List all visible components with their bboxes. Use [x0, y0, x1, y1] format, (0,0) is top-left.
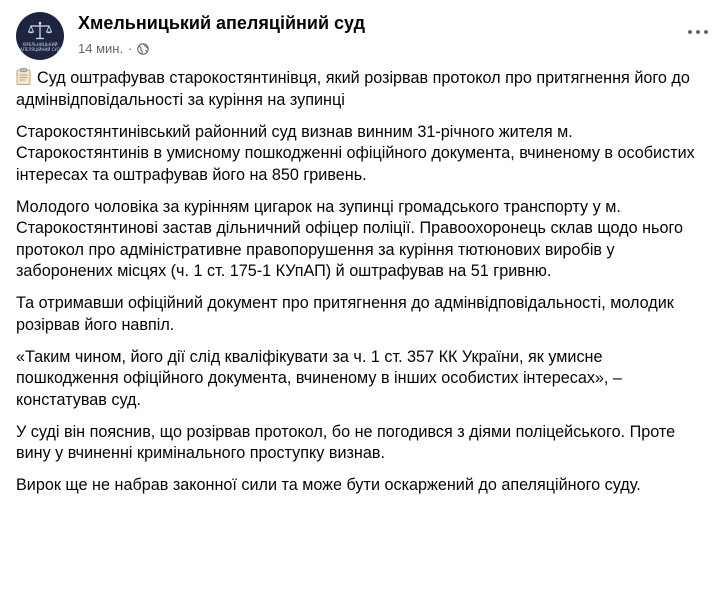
post-paragraph — [16, 68, 706, 111]
post-header — [16, 10, 712, 60]
avatar-caption — [20, 42, 60, 52]
more-options-button[interactable] — [684, 22, 712, 42]
post-paragraph: «Таким чином, його дії слід кваліфікувати за ч. 1 ст. 357 КК України, як умисне пошкодження офіційного документа, вчиненому в інших особистих інтересах», – констатував суд. — [16, 347, 622, 409]
post-paragraph: Старокостянтинівський районний суд визнав винним 31-річного жителя м. Старокостянтинів в умисному пошкодженні офіційного документа, вчиненому в особистих інтересах та оштрафував його на 850 гривень. — [16, 122, 695, 184]
globe-icon[interactable] — [137, 43, 149, 55]
post-paragraph: Та отримавши офіційний документ про притягнення до адмінвідповідальності, молодик розірвав його навпіл. — [16, 294, 674, 334]
more-dots-icon — [696, 30, 700, 34]
more-dots-icon — [704, 30, 708, 34]
post-timestamp[interactable]: 14 мин. — [78, 41, 124, 56]
avatar-caption-line: ХМЕЛЬНИЦЬКИЙ — [22, 41, 58, 47]
post-paragraph: Вирок ще не набрав законної сили та може бути оскаржений до апеляційного суду. — [16, 476, 641, 494]
meta-separator: · — [128, 41, 133, 56]
scales-of-justice-icon — [28, 21, 52, 41]
avatar-caption-line: АПЕЛЯЦІЙНИЙ СУД — [20, 46, 60, 52]
post-paragraph: У суді він пояснив, що розірвав протокол, бо не погодився з діями поліцейського. Проте вину у вчиненні кримінального проступку визнав. — [16, 422, 676, 462]
clipboard-icon — [16, 68, 31, 85]
avatar[interactable] — [16, 12, 64, 60]
page-name[interactable]: Хмельницький апеляційний суд — [78, 13, 366, 33]
post-paragraph: Молодого чоловіка за курінням цигарок на зупинці громадського транспорту у м. Старокостянтинові застав дільничний офіцер поліції. Правоохоронець склав щодо нього протокол про адміністративне правопорушення за куріння тютюнових виробів у заборонених місцях (ч. 1 ст. 175-1 КУпАП) й оштрафував на 51 гривню. — [16, 197, 684, 280]
post-body — [16, 68, 706, 507]
post-headline: Суд оштрафував старокостянтинівця, який розірвав протокол про притягнення його до адмінвідповідальності за куріння на зупинці — [16, 69, 690, 109]
more-dots-icon — [688, 30, 692, 34]
post-meta — [78, 41, 149, 56]
